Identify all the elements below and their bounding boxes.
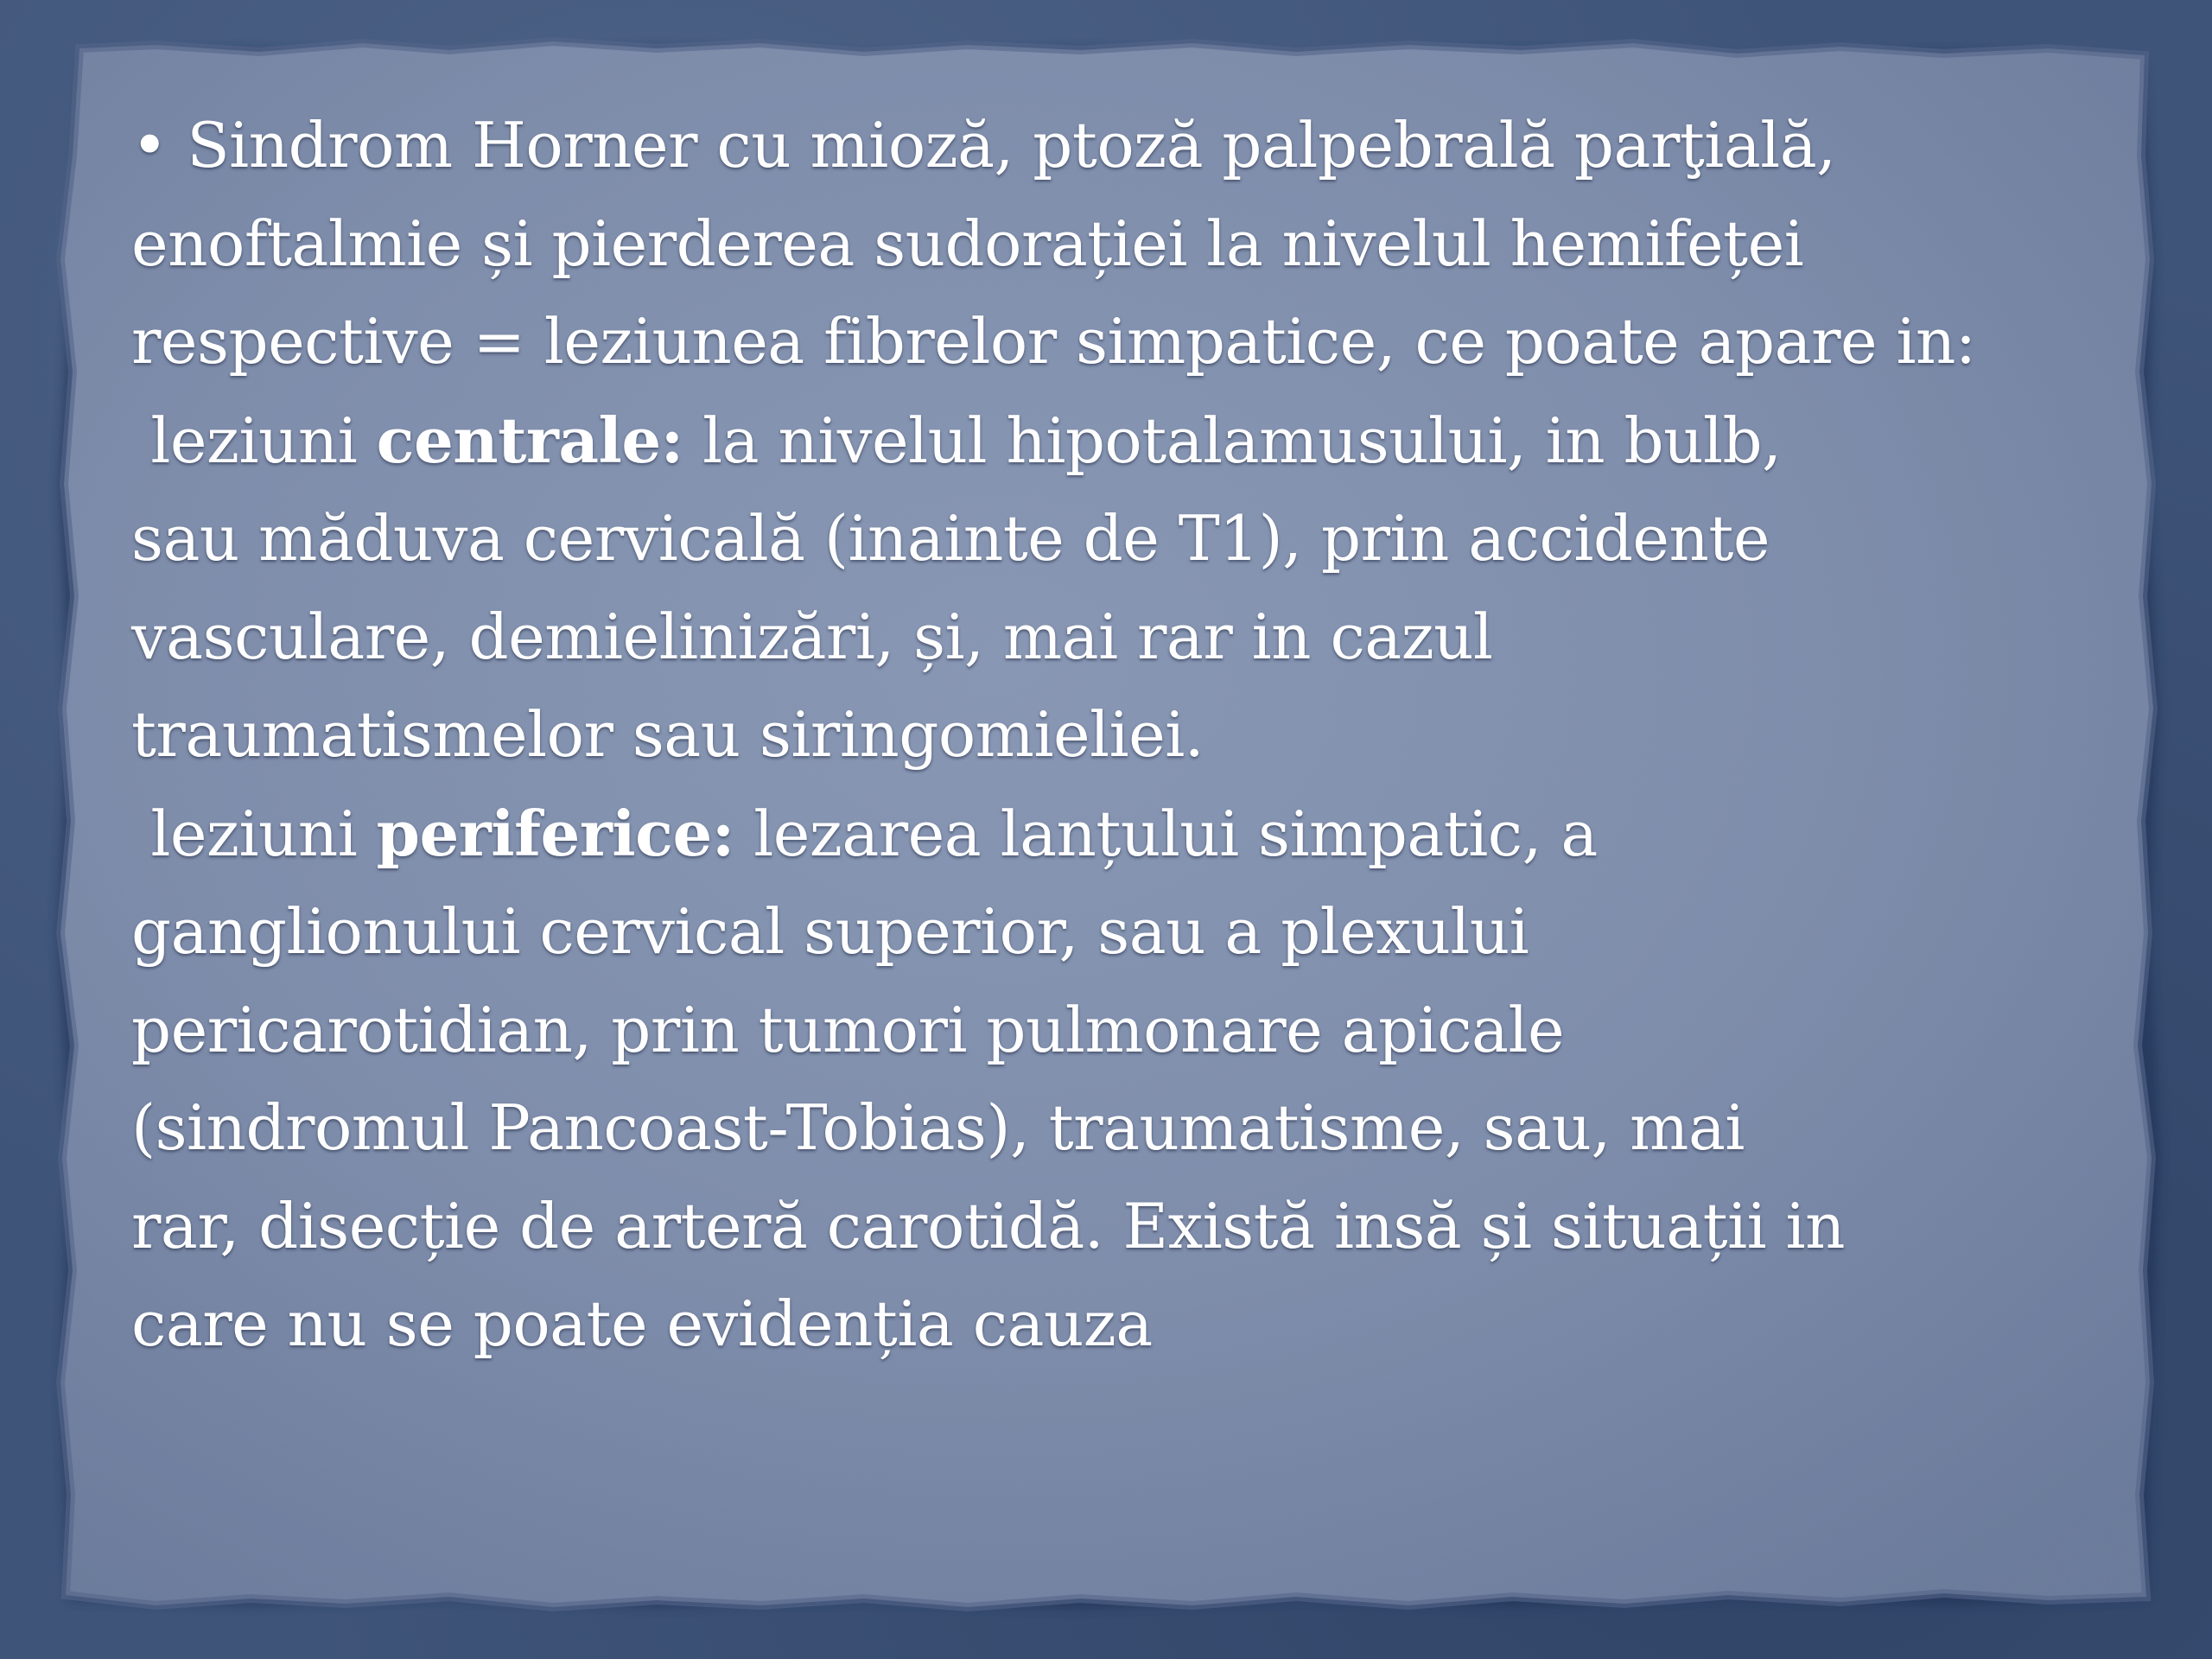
slide-body-text	[131, 97, 2015, 1374]
text-line: (sindromul Pancoast-Tobias), traumatisme, sau, mai	[131, 1091, 1745, 1164]
bold-heading-peripheral: periferice:	[376, 796, 734, 870]
text-line: rar, disecție de arteră carotidă. Există insă și situații in	[131, 1189, 1845, 1262]
text-line: • Sindrom Horner cu mioză, ptoză palpebrală parţială,	[131, 109, 1836, 181]
text-line: enoftalmie și pierderea sudorației la nivelul hemifeței	[131, 207, 1804, 280]
text-run: lezarea lanțului simpatic, a	[734, 797, 1598, 870]
text-line: care nu se poate evidenția cauza	[131, 1287, 1153, 1360]
bold-heading-central: centrale:	[376, 403, 683, 477]
text-run: la nivelul hipotalamusului, in bulb,	[683, 404, 1782, 477]
text-line: respective = leziunea fibrelor simpatice, ce poate apare in:	[131, 305, 1976, 378]
text-line: sau măduva cervicală (inainte de T1), prin accidente	[131, 502, 1770, 575]
text-line: traumatismelor sau siringomieliei.	[131, 698, 1205, 771]
text-line-peripheral-lesions	[131, 785, 2015, 884]
text-line: ganglionului cervical superior, sau a plexului	[131, 895, 1529, 968]
text-line: pericarotidian, prin tumori pulmonare apicale	[131, 993, 1565, 1066]
text-run: leziuni	[131, 404, 377, 477]
text-line: vasculare, demielinizări, și, mai rar in cazul	[131, 600, 1493, 673]
text-run: leziuni	[131, 797, 377, 870]
text-line-central-lesions	[131, 391, 2015, 491]
